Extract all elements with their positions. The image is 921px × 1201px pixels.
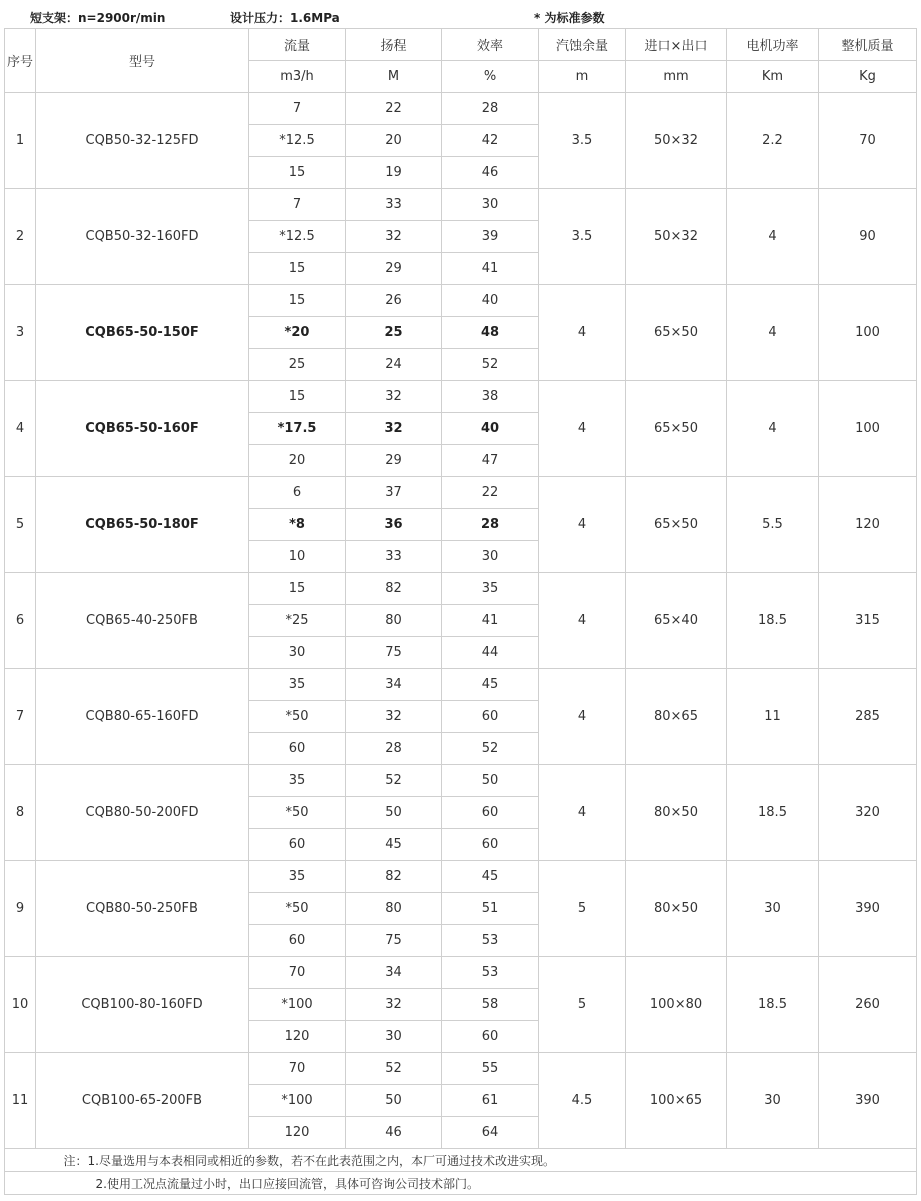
cell-head: 29: [346, 445, 442, 477]
unit-flow: m3/h: [249, 61, 346, 93]
cell-eff: 52: [442, 349, 539, 381]
cell-head: 22: [346, 93, 442, 125]
cell-seq: 2: [5, 189, 36, 285]
cell-head: 37: [346, 477, 442, 509]
cell-head: 32: [346, 381, 442, 413]
cell-flow: *100: [249, 989, 346, 1021]
cell-head: 80: [346, 605, 442, 637]
cell-eff: 47: [442, 445, 539, 477]
cell-flow: *17.5: [249, 413, 346, 445]
cell-flow: *20: [249, 317, 346, 349]
cell-head: 33: [346, 541, 442, 573]
cell-eff: 60: [442, 829, 539, 861]
cell-flow: *50: [249, 701, 346, 733]
cell-eff: 30: [442, 541, 539, 573]
cell-head: 28: [346, 733, 442, 765]
cell-model: CQB80-50-250FB: [36, 861, 249, 957]
cell-eff: 35: [442, 573, 539, 605]
cell-seq: 3: [5, 285, 36, 381]
cell-npsh: 5: [539, 861, 626, 957]
unit-head: M: [346, 61, 442, 93]
cell-flow: 35: [249, 861, 346, 893]
cell-flow: 25: [249, 349, 346, 381]
col-header-head: 扬程: [346, 29, 442, 61]
cell-mass: 100: [819, 285, 917, 381]
cell-flow: *100: [249, 1085, 346, 1117]
cell-npsh: 4: [539, 285, 626, 381]
cell-head: 46: [346, 1117, 442, 1149]
cell-flow: 60: [249, 733, 346, 765]
cell-model: CQB100-65-200FB: [36, 1053, 249, 1149]
table-row: [5, 1053, 917, 1085]
cell-mass: 100: [819, 381, 917, 477]
cell-flow: 70: [249, 1053, 346, 1085]
cell-mass: 320: [819, 765, 917, 861]
note-spacer: [5, 1172, 36, 1195]
note-2: 2.使用工况点流量过小时，出口应接回流管，具体可咨询公司技术部门。: [36, 1172, 917, 1195]
cell-eff: 53: [442, 925, 539, 957]
cell-mass: 390: [819, 1053, 917, 1149]
cell-power: 4: [727, 381, 819, 477]
cell-power: 18.5: [727, 765, 819, 861]
cell-seq: 11: [5, 1053, 36, 1149]
cell-flow: *50: [249, 893, 346, 925]
cell-flow: 35: [249, 765, 346, 797]
cell-flow: 60: [249, 925, 346, 957]
cell-flow: 60: [249, 829, 346, 861]
pump-spec-table: [4, 28, 917, 1195]
cell-head: 45: [346, 829, 442, 861]
table-row: [5, 189, 917, 221]
cell-model: CQB65-50-160F: [36, 381, 249, 477]
header-row-titles: [5, 29, 917, 61]
cell-head: 82: [346, 861, 442, 893]
cell-head: 25: [346, 317, 442, 349]
col-header-mass: 整机质量: [819, 29, 917, 61]
cell-eff: 28: [442, 509, 539, 541]
spec-header-bar: [4, 4, 916, 28]
cell-flow: *12.5: [249, 125, 346, 157]
cell-power: 4: [727, 285, 819, 381]
cell-flow: 70: [249, 957, 346, 989]
note-row: [5, 1172, 917, 1195]
col-header-io: 进口×出口: [626, 29, 727, 61]
cell-power: 30: [727, 1053, 819, 1149]
cell-seq: 9: [5, 861, 36, 957]
cell-npsh: 4: [539, 573, 626, 669]
cell-seq: 6: [5, 573, 36, 669]
table-row: [5, 765, 917, 797]
cell-eff: 55: [442, 1053, 539, 1085]
cell-head: 34: [346, 669, 442, 701]
cell-flow: 15: [249, 573, 346, 605]
cell-model: CQB50-32-160FD: [36, 189, 249, 285]
col-header-flow: 流量: [249, 29, 346, 61]
cell-head: 19: [346, 157, 442, 189]
cell-eff: 52: [442, 733, 539, 765]
cell-io: 65×50: [626, 381, 727, 477]
cell-eff: 40: [442, 413, 539, 445]
cell-head: 20: [346, 125, 442, 157]
cell-eff: 46: [442, 157, 539, 189]
cell-eff: 44: [442, 637, 539, 669]
cell-seq: 7: [5, 669, 36, 765]
cell-flow: 6: [249, 477, 346, 509]
cell-head: 82: [346, 573, 442, 605]
cell-head: 52: [346, 1053, 442, 1085]
cell-head: 75: [346, 637, 442, 669]
cell-eff: 30: [442, 189, 539, 221]
table-row: [5, 573, 917, 605]
cell-eff: 39: [442, 221, 539, 253]
note-1: 注：1.尽量选用与本表相同或相近的参数，若不在此表范围之内，本厂可通过技术改进实现。: [36, 1149, 917, 1172]
cell-flow: 35: [249, 669, 346, 701]
cell-npsh: 4: [539, 765, 626, 861]
col-header-model: 型号: [36, 29, 249, 93]
cell-head: 33: [346, 189, 442, 221]
cell-io: 65×50: [626, 285, 727, 381]
table-row: [5, 477, 917, 509]
cell-power: 18.5: [727, 573, 819, 669]
cell-model: CQB65-50-180F: [36, 477, 249, 573]
cell-npsh: 4: [539, 381, 626, 477]
table-row: [5, 93, 917, 125]
cell-head: 34: [346, 957, 442, 989]
cell-io: 65×40: [626, 573, 727, 669]
cell-eff: 60: [442, 797, 539, 829]
cell-power: 30: [727, 861, 819, 957]
cell-eff: 61: [442, 1085, 539, 1117]
cell-io: 65×50: [626, 477, 727, 573]
unit-power: Km: [727, 61, 819, 93]
cell-head: 52: [346, 765, 442, 797]
cell-seq: 10: [5, 957, 36, 1053]
cell-mass: 90: [819, 189, 917, 285]
col-header-power: 电机功率: [727, 29, 819, 61]
bracket-speed-label: 短支架：n=2900r/min: [30, 11, 166, 25]
unit-io: mm: [626, 61, 727, 93]
cell-eff: 48: [442, 317, 539, 349]
cell-flow: 120: [249, 1117, 346, 1149]
cell-io: 80×50: [626, 765, 727, 861]
cell-flow: *8: [249, 509, 346, 541]
cell-model: CQB65-50-150F: [36, 285, 249, 381]
cell-mass: 315: [819, 573, 917, 669]
cell-io: 100×80: [626, 957, 727, 1053]
cell-flow: 15: [249, 381, 346, 413]
cell-flow: *12.5: [249, 221, 346, 253]
cell-flow: 30: [249, 637, 346, 669]
cell-mass: 285: [819, 669, 917, 765]
cell-head: 30: [346, 1021, 442, 1053]
unit-eff: %: [442, 61, 539, 93]
col-header-seq: 序号: [5, 29, 36, 93]
cell-eff: 40: [442, 285, 539, 317]
cell-model: CQB80-50-200FD: [36, 765, 249, 861]
standard-param-note: * 为标准参数: [534, 11, 605, 25]
cell-flow: 15: [249, 253, 346, 285]
cell-head: 24: [346, 349, 442, 381]
table-row: [5, 285, 917, 317]
cell-eff: 42: [442, 125, 539, 157]
cell-head: 26: [346, 285, 442, 317]
cell-head: 80: [346, 893, 442, 925]
cell-eff: 60: [442, 701, 539, 733]
table-row: [5, 381, 917, 413]
table-row: [5, 861, 917, 893]
cell-seq: 8: [5, 765, 36, 861]
cell-eff: 41: [442, 253, 539, 285]
cell-head: 36: [346, 509, 442, 541]
cell-mass: 260: [819, 957, 917, 1053]
cell-io: 50×32: [626, 189, 727, 285]
cell-npsh: 4: [539, 669, 626, 765]
cell-power: 11: [727, 669, 819, 765]
cell-flow: *25: [249, 605, 346, 637]
cell-npsh: 4: [539, 477, 626, 573]
cell-io: 50×32: [626, 93, 727, 189]
cell-flow: 20: [249, 445, 346, 477]
cell-flow: 7: [249, 93, 346, 125]
cell-eff: 50: [442, 765, 539, 797]
cell-eff: 45: [442, 861, 539, 893]
cell-head: 50: [346, 797, 442, 829]
cell-eff: 58: [442, 989, 539, 1021]
cell-head: 32: [346, 413, 442, 445]
cell-seq: 5: [5, 477, 36, 573]
cell-model: CQB50-32-125FD: [36, 93, 249, 189]
cell-head: 75: [346, 925, 442, 957]
cell-mass: 70: [819, 93, 917, 189]
unit-mass: Kg: [819, 61, 917, 93]
col-header-eff: 效率: [442, 29, 539, 61]
cell-io: 100×65: [626, 1053, 727, 1149]
cell-npsh: 5: [539, 957, 626, 1053]
cell-eff: 45: [442, 669, 539, 701]
cell-eff: 22: [442, 477, 539, 509]
cell-model: CQB65-40-250FB: [36, 573, 249, 669]
cell-seq: 1: [5, 93, 36, 189]
design-pressure-label: 设计压力：1.6MPa: [230, 11, 340, 25]
note-spacer: [5, 1149, 36, 1172]
cell-io: 80×65: [626, 669, 727, 765]
cell-flow: 10: [249, 541, 346, 573]
cell-eff: 41: [442, 605, 539, 637]
table-row: [5, 669, 917, 701]
col-header-npsh: 汽蚀余量: [539, 29, 626, 61]
cell-flow: 120: [249, 1021, 346, 1053]
cell-model: CQB100-80-160FD: [36, 957, 249, 1053]
cell-flow: 7: [249, 189, 346, 221]
cell-flow: 15: [249, 285, 346, 317]
cell-seq: 4: [5, 381, 36, 477]
table-row: [5, 957, 917, 989]
cell-eff: 60: [442, 1021, 539, 1053]
cell-power: 2.2: [727, 93, 819, 189]
cell-power: 5.5: [727, 477, 819, 573]
cell-eff: 28: [442, 93, 539, 125]
cell-mass: 390: [819, 861, 917, 957]
cell-io: 80×50: [626, 861, 727, 957]
cell-head: 32: [346, 989, 442, 1021]
cell-eff: 38: [442, 381, 539, 413]
cell-power: 4: [727, 189, 819, 285]
cell-head: 32: [346, 701, 442, 733]
note-row: [5, 1149, 917, 1172]
cell-head: 32: [346, 221, 442, 253]
cell-npsh: 4.5: [539, 1053, 626, 1149]
cell-power: 18.5: [727, 957, 819, 1053]
cell-npsh: 3.5: [539, 189, 626, 285]
unit-npsh: m: [539, 61, 626, 93]
cell-model: CQB80-65-160FD: [36, 669, 249, 765]
cell-flow: 15: [249, 157, 346, 189]
cell-flow: *50: [249, 797, 346, 829]
cell-mass: 120: [819, 477, 917, 573]
cell-npsh: 3.5: [539, 93, 626, 189]
cell-eff: 64: [442, 1117, 539, 1149]
cell-head: 29: [346, 253, 442, 285]
cell-eff: 53: [442, 957, 539, 989]
cell-head: 50: [346, 1085, 442, 1117]
cell-eff: 51: [442, 893, 539, 925]
